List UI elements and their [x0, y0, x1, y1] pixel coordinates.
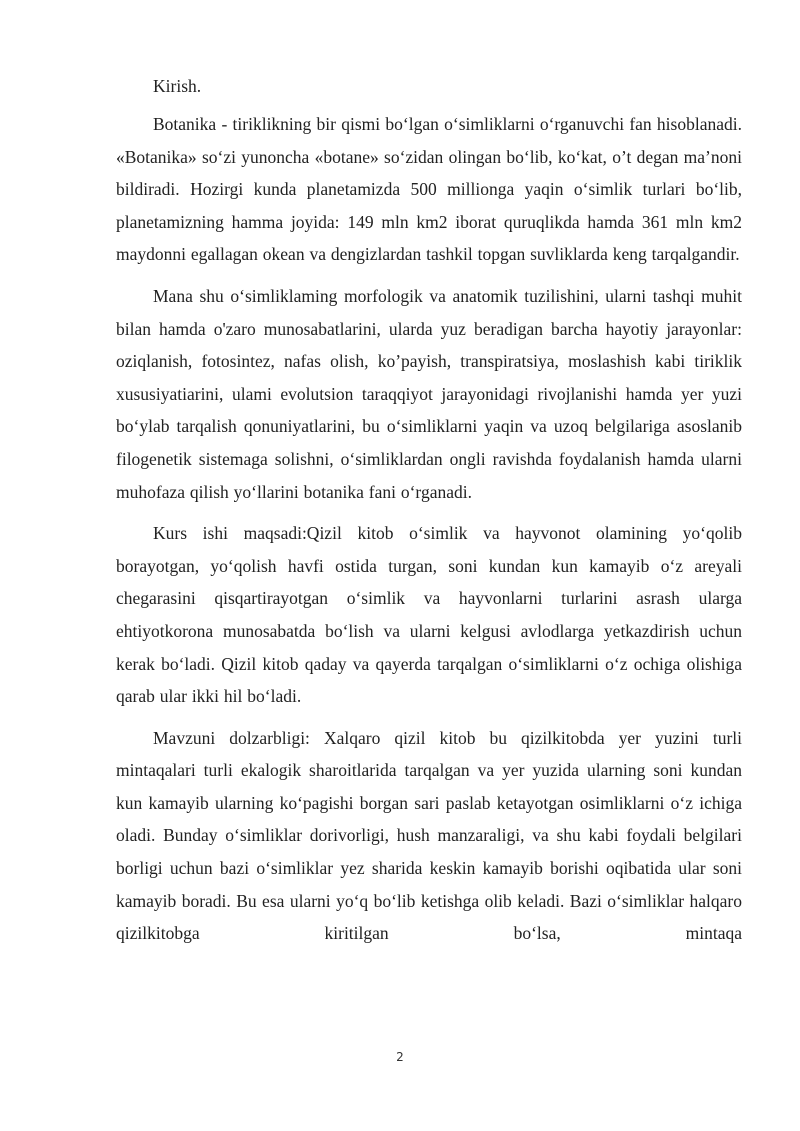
paragraph-study-scope: Mana shu o‘simliklaming morfologik va anatomik tuzilishini, ularni tashqi muhit bilan hamda o'zaro munosabatlarini, ularda yuz beradigan barcha hayotiy jarayonlar: oziqlanish, fotosintez, nafas olish, ko’payish, transpiratsiya, moslashish kabi tiriklik xususiyatiarini, ulami evolutsion taraqqiyot jarayonidagi rivojlanishi hamda yer yuzi bo‘ylab tarqalish qonuniyatlarini, bu o‘simliklarni yaqin va uzoq belgilariga asoslanib filogenetik sistemaga solishni, o‘simliklardan ongli ravishda foydalanish hamda ularni muhofaza qilish yo‘llarini botanika fani o‘rganadi.	[116, 285, 742, 502]
section-heading: Kirish.	[153, 76, 202, 96]
paragraph-course-goal: Kurs ishi maqsadi:Qizil kitob o‘simlik va hayvonot olamining yo‘qolib borayotgan, yo‘qolish havfi ostida turgan, soni kundan kun kamayib o‘z areyali chegarasini qisqartirayotgan o‘simlik va hayvonlarni turlarini asrash ularga ehtiyotkorona munosabatda bo‘lish va ularni kelgusi avlodlarga yetkazdirish uchun kerak bo‘ladi. Qizil kitob qaday va qayerda tarqalgan o‘simliklarni o‘z ochiga olishiga qarab ular ikki hil bo‘ladi.	[116, 523, 742, 707]
paragraph-relevance: Mavzuni dolzarbligi: Xalqaro qizil kitob bu qizilkitobda yer yuzini turli mintaqalari turli ekalogik sharoitlarida tarqalgan va yer yuzida ularning soni kundan kun kamayib ularning ko‘pagishi borgan sari paslab ketayotgan osimliklarni o‘z ichiga oladi. Bunday o‘simliklar dorivorligi, hush manzaraligi, va shu kabi foydali belgilari borligi uchun bazi o‘simliklar yez sharida keskin kamayib borishi oqibatida ular soni kamayib boradi. Bu esa ularni yo‘q bo‘lib ketishga olib keladi. Bazi o‘simliklar halqaro qizilkitobga kiritilgan bo‘lsa, mintaqa	[116, 727, 742, 944]
page-number: 2	[396, 1050, 404, 1064]
document-page	[116, 70, 742, 959]
paragraph-intro: Botanika - tiriklikning bir qismi bo‘lgan o‘simliklarni o‘rganuvchi fan hisoblanadi. «Botanika» so‘zi yunoncha «botane» so‘zidan olingan bo‘lib, ko‘kat, o’t degan ma’noni bildiradi. Hozirgi kunda planetamizda 500 millionga yaqin o‘simlik turlari bo‘lib, planetamizning hamma joyida: 149 mln km2 iborat quruqlikda hamda 361 mln km2 maydonni egallagan okean va dengizlardan tashkil topgan suvliklarda keng tarqalgandir.	[116, 114, 742, 265]
